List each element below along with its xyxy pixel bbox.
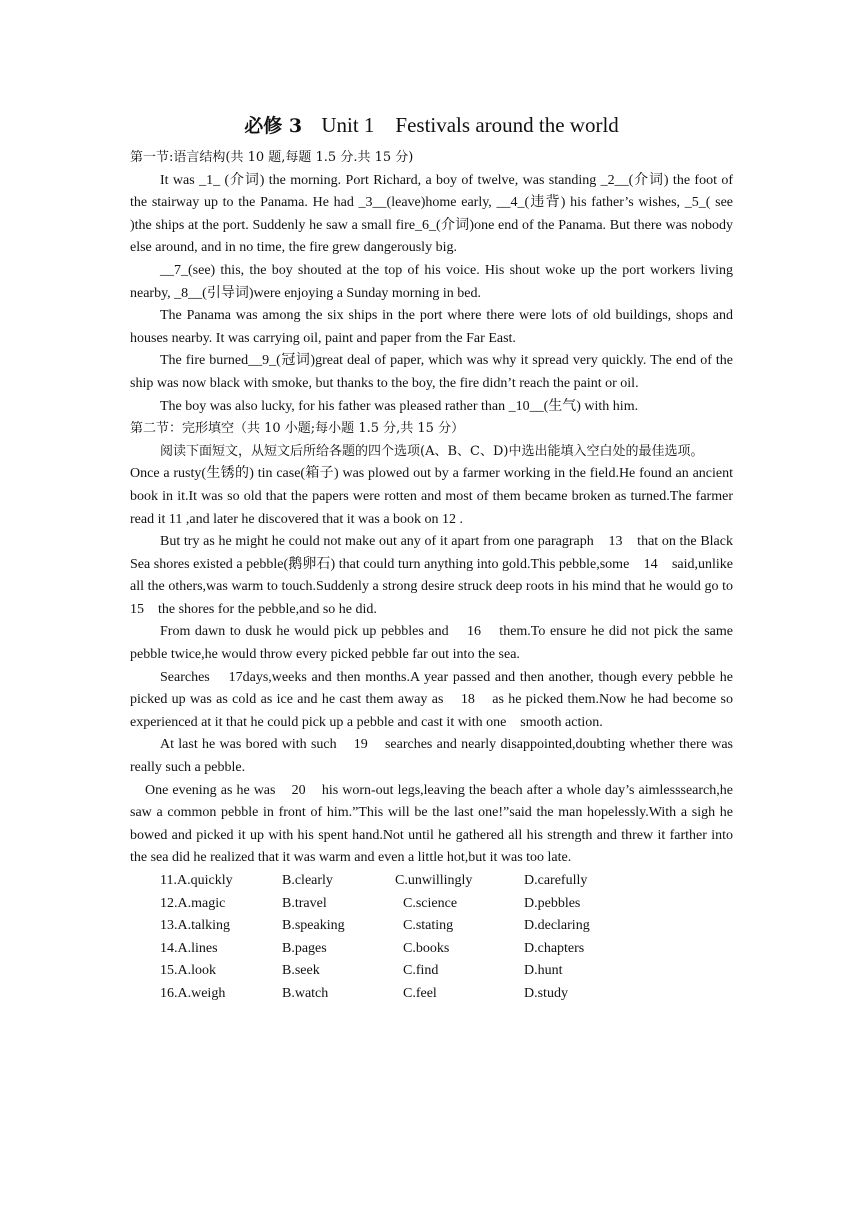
option-b: B.travel bbox=[282, 895, 327, 911]
section2-heading: 第二节：完形填空（共 10 小题;每小题 1.5 分,共 15 分） bbox=[130, 421, 465, 437]
option-b: B.pages bbox=[282, 940, 327, 956]
option-d: D.hunt bbox=[524, 963, 563, 979]
passage-paragraph: But try as he might he could not make out any of it apart from one paragraph 13 that on the Black Sea shores existed a pebble(鹅卵石) that could turn anything into gold.This pebble,some 14 said,unlike all the others,was warm to touch.Suddenly a strong desire struck deep roots in his mind that he would go to 15 the shores for the pebble,and so he did. bbox=[130, 534, 747, 617]
option-a: 15.A.look bbox=[160, 963, 216, 979]
option-row bbox=[130, 870, 733, 893]
passage-paragraph: From dawn to dusk he would pick up pebbles and 16 them.To ensure he did not pick the same pebble twice,he would throw every picked pebble far out into the sea. bbox=[130, 624, 737, 663]
option-row bbox=[130, 983, 733, 1006]
section1-paragraph: The Panama was among the six ships in the port where there were lots of old buildings, shops and houses nearby. It was carrying oil, paint and paper from the Far East. bbox=[130, 308, 733, 346]
option-row bbox=[130, 893, 733, 916]
answer-options bbox=[130, 870, 733, 1006]
option-b: B.watch bbox=[282, 985, 329, 1001]
option-b: B.speaking bbox=[282, 918, 345, 934]
option-c: C.find bbox=[403, 963, 439, 979]
option-c: C.science bbox=[403, 895, 458, 911]
option-d: D.study bbox=[524, 985, 568, 1001]
option-a: 14.A.lines bbox=[160, 940, 218, 956]
page-title bbox=[130, 112, 733, 139]
option-row bbox=[130, 938, 733, 961]
option-b: B.clearly bbox=[282, 873, 333, 888]
section2-instruction: 阅读下面短文，从短文后所给各题的四个选项(A、B、C、D)中选出能填入空白处的最佳选项。 bbox=[160, 443, 704, 459]
option-b: B.seek bbox=[282, 963, 320, 979]
passage-paragraph: Searches 17days,weeks and then months.A year passed and then another, though every pebble he picked up was as cold as ice and he cast them away as 18 as he picked them.Now he had become so experienced at it that he could pick up a pebble and cast it with one smooth action. bbox=[130, 669, 737, 730]
option-a: 13.A.talking bbox=[160, 918, 230, 934]
option-d: D.declaring bbox=[524, 918, 590, 934]
section1-paragraph: The fire burned__9_(冠词)great deal of paper, which was why it spread very quickly. The end of the ship was now black with smoke, but thanks to the boy, the fire didn’t reach the paint or oil. bbox=[130, 353, 733, 391]
option-d: D.pebbles bbox=[524, 895, 581, 911]
option-a: 11.A.quickly bbox=[160, 873, 233, 888]
section1-paragraph: The boy was also lucky, for his father was pleased rather than _10__(生气) with him. bbox=[160, 398, 639, 414]
option-c: C.stating bbox=[403, 918, 454, 934]
option-d: D.chapters bbox=[524, 940, 585, 956]
option-a: 16.A.weigh bbox=[160, 985, 226, 1001]
passage-paragraph: One evening as he was 20 his worn-out legs,leaving the beach after a whole day’s aimlesssearch,he saw a common pebble in front of him.”This will be the last one!”said the man hopelessly.With a sigh he bowed and picked it up with his spent hand.Not until he gathered all his strength and threw it farther into the sea did he realized that it was warm and even a little hot,but it was too late. bbox=[130, 782, 737, 866]
section1-paragraph: It was _1_ (介词) the morning. Port Richard, a boy of twelve, was standing _2__(介词) the foot of the stairway up to the Panama. He had _3__(leave)home early, __4_(违背) his father’s wishes, _5_( see )the ships at the port. Suddenly he saw a small fire_6_(介词)one end of the Panama. But there was nobody else around, and in no time, the fire grew dangerously big. bbox=[130, 172, 733, 256]
option-a: 12.A.magic bbox=[160, 895, 226, 911]
title-chinese: 必修 3 bbox=[244, 115, 303, 137]
passage-paragraph: At last he was bored with such 19 searches and nearly disappointed,doubting whether there was really such a pebble. bbox=[130, 737, 737, 776]
option-row bbox=[130, 960, 733, 983]
option-row bbox=[130, 915, 733, 938]
option-d: D.carefully bbox=[524, 873, 588, 888]
option-c: C.feel bbox=[403, 985, 437, 1001]
option-c: C.unwillingly bbox=[395, 873, 473, 888]
passage-paragraph: Once a rusty(生锈的) tin case(箱子) was plowed out by a farmer working in the field.He found an ancient book in it.It was so old that the papers were rotten and most of them became broken as turned.The farmer read it 11 ,and later he discovered that it was a book on 12 . bbox=[130, 466, 733, 527]
option-c: C.books bbox=[403, 940, 450, 956]
document-page bbox=[130, 112, 747, 1006]
title-english: Unit 1 Festivals around the world bbox=[321, 113, 619, 137]
section1-paragraph: __7_(see) this, the boy shouted at the top of his voice. His shout woke up the port workers living nearby, _8__(引导词)were enjoying a Sunday morning in bed. bbox=[130, 262, 733, 301]
section1-heading: 第一节:语言结构(共 10 题,每题 1.5 分.共 15 分) bbox=[130, 150, 414, 165]
